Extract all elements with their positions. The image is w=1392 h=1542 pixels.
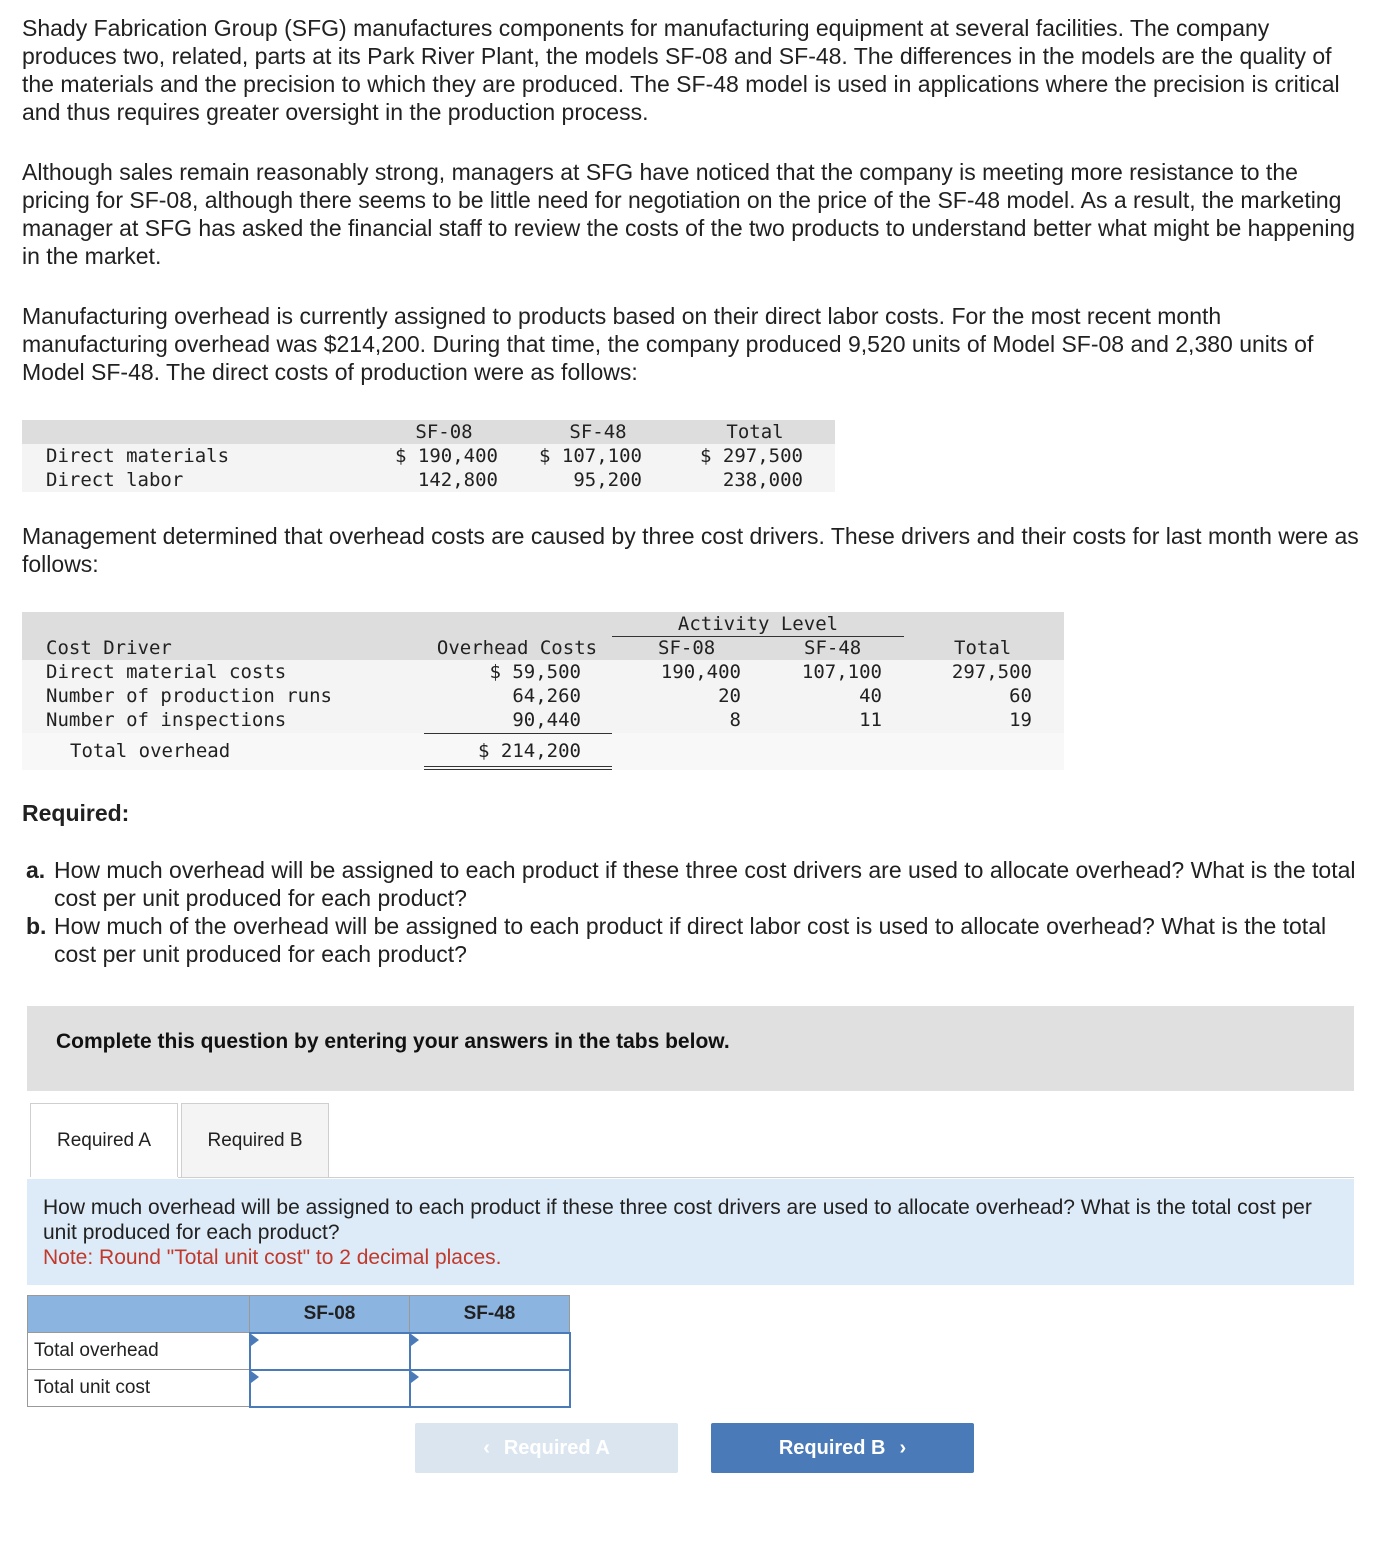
cell-value: 142,800	[417, 469, 498, 491]
tab-required-b[interactable]: Required B	[181, 1103, 329, 1177]
answer-col-sf08: SF-08	[250, 1296, 410, 1333]
cell-value: 107,100	[801, 661, 882, 683]
cell-value: 20	[718, 685, 741, 707]
cell-value: $ 190,400	[395, 445, 498, 467]
intro-paragraph-4: Management determined that overhead costs are caused by three cost drivers. These drivers and their costs for last month were as follows:	[22, 523, 1359, 577]
question-b-letter: b.	[26, 913, 47, 939]
sf48-total-unit-cost-input-cell	[410, 1370, 570, 1407]
col-header-overhead: Overhead Costs	[436, 637, 598, 659]
panel-note: Note: Round "Total unit cost" to 2 decimal places.	[43, 1246, 502, 1269]
next-button-label: Required B	[778, 1436, 886, 1459]
panel-question: How much overhead will be assigned to each product if these three cost drivers are used to allocate overhead? What is the total cost per unit produced for each product?	[43, 1196, 1312, 1244]
question-b	[26, 912, 1356, 968]
cell-value: 190,400	[660, 661, 741, 683]
cell-value: 297,500	[951, 661, 1032, 683]
intro-paragraph-3: Manufacturing overhead is currently assigned to products based on their direct labor costs. For the most recent month manufacturing overhead was $214,200. During that time, the company produced 9,520 units of Model SF-08 and 2,380 units of Model SF-48. The direct costs of production were as follows:	[22, 303, 1314, 385]
cell-value: 60	[1009, 685, 1032, 707]
sf08-total-overhead-input[interactable]	[251, 1334, 409, 1369]
col-header-sf08: SF-08	[658, 637, 716, 659]
cell-value: 95,200	[573, 469, 642, 491]
col-header-driver: Cost Driver	[46, 637, 172, 659]
row-label: Direct materials	[46, 445, 230, 467]
cell-value: $ 297,500	[700, 445, 803, 467]
prev-button-label: Required A	[503, 1436, 610, 1459]
sf08-total-overhead-input-cell	[250, 1333, 410, 1370]
prev-required-a-button[interactable]	[415, 1423, 678, 1473]
col-header-total: Total	[726, 421, 784, 443]
answer-table-corner	[28, 1296, 250, 1333]
question-a	[26, 856, 1356, 912]
instructions-box	[27, 1006, 1354, 1091]
col-header-sf48: SF-48	[569, 421, 627, 443]
chevron-right-icon: ›	[899, 1436, 907, 1459]
tab-required-a[interactable]: Required A	[30, 1103, 178, 1177]
cell-value: 11	[859, 709, 882, 731]
question-a-text: How much overhead will be assigned to each product if these three cost drivers are used to allocate overhead? What is the total cost per unit produced for each product?	[54, 857, 1356, 911]
row-label: Direct material costs	[46, 661, 287, 683]
question-a-letter: a.	[26, 857, 46, 883]
answer-col-sf48: SF-48	[410, 1296, 570, 1333]
answer-row-total-overhead: Total overhead	[28, 1333, 250, 1370]
cell-value: $ 59,500	[489, 661, 581, 683]
instructions-text: Complete this question by entering your answers in the tabs below.	[56, 1030, 730, 1053]
answer-row-total-unit-cost: Total unit cost	[28, 1370, 250, 1407]
sf08-total-unit-cost-input-cell	[250, 1370, 410, 1407]
row-label: Number of production runs	[46, 685, 332, 707]
answer-table	[27, 1295, 571, 1408]
question-panel	[27, 1179, 1354, 1285]
row-label: Direct labor	[46, 469, 184, 491]
sf08-total-unit-cost-input[interactable]	[251, 1371, 409, 1406]
total-overhead-label: Total overhead	[70, 740, 231, 762]
sf48-total-overhead-input-cell	[410, 1333, 570, 1370]
question-b-text: How much of the overhead will be assigned to each product if direct labor cost is used to allocate overhead? What is the total cost per unit produced for each product?	[54, 913, 1327, 967]
chevron-left-icon: ‹	[483, 1436, 490, 1459]
intro-paragraph-1: Shady Fabrication Group (SFG) manufactures components for manufacturing equipment at several facilities. The company produces two, related, parts at its Park River Plant, the models SF-08 and SF-48. The differences in the models are the quality of the materials and the precision to which they are produced. The SF-48 model is used in applications where the precision is critical and thus requires greater oversight in the production process.	[22, 15, 1340, 125]
cell-value: $ 107,100	[539, 445, 642, 467]
cell-value: 8	[729, 709, 741, 731]
row-label: Number of inspections	[46, 709, 287, 731]
col-header-sf08: SF-08	[415, 421, 473, 443]
cell-value: 64,260	[512, 685, 581, 707]
cell-value: 90,440	[512, 709, 581, 731]
total-overhead-value: $ 214,200	[478, 740, 581, 762]
sf48-total-overhead-input[interactable]	[411, 1334, 569, 1369]
col-header-total: Total	[954, 637, 1012, 659]
sf48-total-unit-cost-input[interactable]	[411, 1371, 569, 1406]
col-header-sf48: SF-48	[804, 637, 862, 659]
cell-value: 19	[1009, 709, 1032, 731]
activity-level-header: Activity Level	[677, 613, 839, 635]
required-heading: Required:	[22, 800, 130, 826]
intro-paragraph-2: Although sales remain reasonably strong, managers at SFG have noticed that the company is meeting more resistance to the pricing for SF-08, although there seems to be little need for negotiation on the price of the SF-48 model. As a result, the marketing manager at SFG has asked the financial staff to review the costs of the two products to understand better what might be happening in the market.	[22, 159, 1356, 269]
next-required-b-button[interactable]	[711, 1423, 974, 1473]
cell-value: 40	[859, 685, 882, 707]
cell-value: 238,000	[722, 469, 803, 491]
